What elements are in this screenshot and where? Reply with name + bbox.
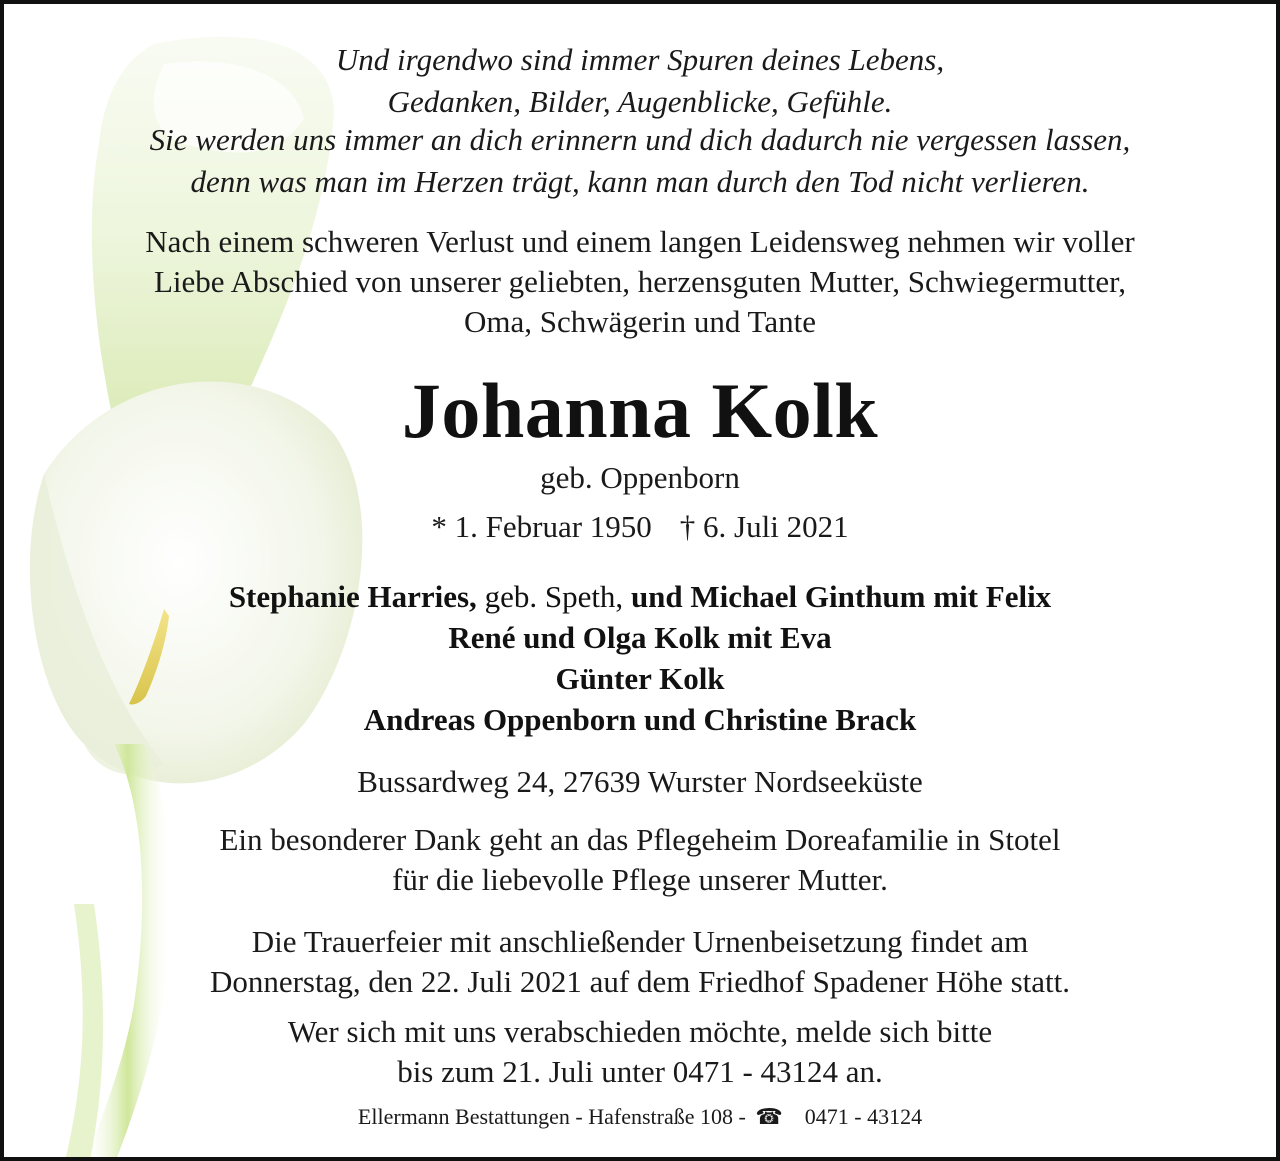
intro-line: Nach einem schweren Verlust und einem langen Leidensweg nehmen wir voller <box>145 224 1135 259</box>
poem-line: denn was man im Herzen trägt, kann man durch den Tod nicht verlieren. <box>190 164 1090 199</box>
funeral-home-phone: 0471 - 43124 <box>804 1104 923 1129</box>
birth-date: * 1. Februar 1950 <box>431 509 652 544</box>
service-line: Donnerstag, den 22. Juli 2021 auf dem Friedhof Spadener Höhe statt. <box>209 964 1071 999</box>
thanks-line: für die liebevolle Pflege unserer Mutter. <box>392 862 888 897</box>
intro-line: Liebe Abschied von unserer geliebten, herzensguten Mutter, Schwiegermutter, <box>154 264 1126 299</box>
family-line <box>4 579 1276 615</box>
service-line: Wer sich mit uns verabschieden möchte, melde sich bitte <box>287 1014 993 1049</box>
funeral-home-address: Ellermann Bestattungen - Hafenstraße 108 - <box>357 1104 746 1129</box>
service-line: bis zum 21. Juli unter 0471 - 43124 an. <box>397 1054 883 1089</box>
thanks-line: Ein besonderer Dank geht an das Pflegeheim Doreafamilie in Stotel <box>219 822 1061 857</box>
family-member: und Michael Ginthum mit Felix <box>630 579 1052 614</box>
family-line: Andreas Oppenborn und Christine Brack <box>363 702 917 737</box>
address: Bussardweg 24, 27639 Wurster Nordseeküste <box>357 764 923 799</box>
family-line: René und Olga Kolk mit Eva <box>448 620 832 655</box>
maiden-name: geb. Oppenborn <box>540 460 740 495</box>
poem-line: Gedanken, Bilder, Augenblicke, Gefühle. <box>387 84 893 119</box>
family-member: Stephanie Harries, <box>228 579 477 614</box>
telephone-icon: ☎ <box>755 1104 783 1129</box>
family-line: Günter Kolk <box>555 661 725 696</box>
poem-line: Und irgendwo sind immer Spuren deines Lebens, <box>335 42 945 77</box>
deceased-name: Johanna Kolk <box>401 367 879 454</box>
family-maiden-note: geb. Speth, <box>476 579 631 614</box>
intro-line: Oma, Schwägerin und Tante <box>464 304 816 339</box>
death-date: † 6. Juli 2021 <box>679 509 849 544</box>
poem-line: Sie werden uns immer an dich erinnern und dich dadurch nie vergessen lassen, <box>149 122 1131 157</box>
life-dates <box>4 509 1276 545</box>
service-line: Die Trauerfeier mit anschließender Urnenbeisetzung findet am <box>251 924 1029 959</box>
funeral-home-footer <box>4 1104 1276 1130</box>
